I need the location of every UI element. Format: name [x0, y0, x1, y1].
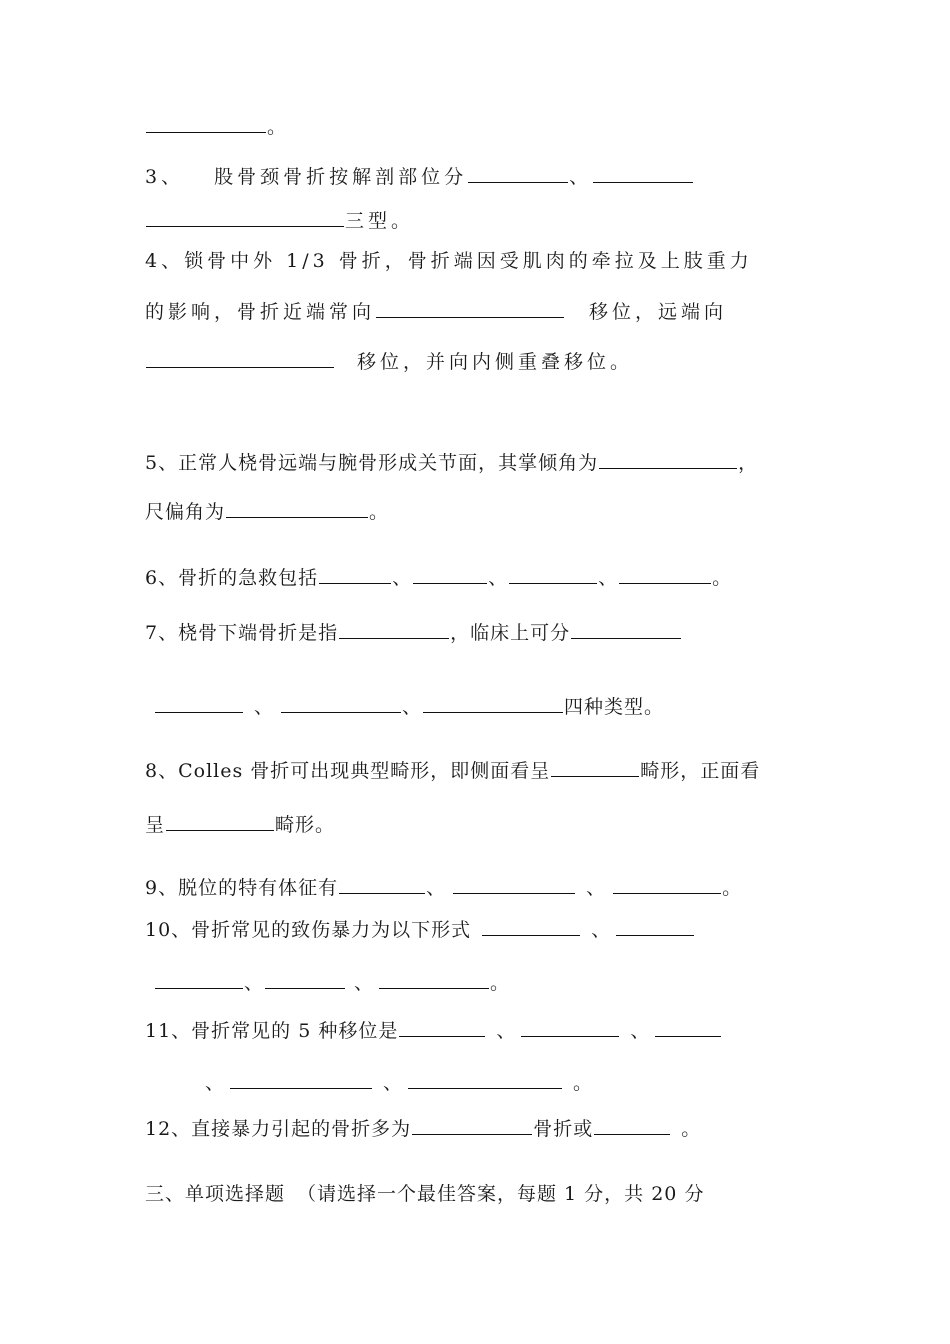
question-4-line-1: 4、锁骨中外 1/3 骨折，骨折端因受肌肉的牵拉及上肢重力 [145, 250, 753, 272]
answer-blank[interactable] [319, 563, 391, 584]
question-4-line-3: 移位，并向内侧重叠移位。 [145, 347, 633, 375]
answer-blank[interactable] [376, 297, 564, 318]
answer-blank[interactable] [509, 563, 597, 584]
question-8-line-2: 呈 畸形。 [145, 810, 335, 838]
question-11-line-1: 11、骨折常见的 5 种移位是 、 、 [145, 1016, 722, 1044]
answer-blank[interactable] [281, 692, 401, 713]
answer-blank[interactable] [399, 1016, 485, 1037]
answer-blank[interactable] [146, 206, 344, 227]
question-8-line-1: 8、Colles 骨折可出现典型畸形，即侧面看呈 畸形，正面看 [145, 756, 760, 784]
answer-blank[interactable] [166, 810, 274, 831]
answer-blank[interactable] [413, 563, 487, 584]
question-10-line-1: 10、骨折常见的致伤暴力为以下形式 、 [145, 915, 695, 943]
answer-blank[interactable] [155, 968, 243, 989]
question-5-line-1: 5、正常人桡骨远端与腕骨形成关节面，其掌倾角为 ， [145, 448, 758, 476]
answer-blank[interactable] [265, 968, 345, 989]
question-9: 9、脱位的特有体征有 、 、 。 [145, 873, 742, 901]
answer-blank[interactable] [468, 162, 568, 183]
q2-tail: 。 [145, 112, 287, 140]
question-3-line-2: 三型。 [145, 206, 414, 234]
question-6: 6、骨折的急救包括 、 、 、 。 [145, 563, 732, 591]
question-4-line-2: 的影响，骨折近端常向 移位，远端向 [145, 297, 727, 325]
answer-blank[interactable] [594, 1114, 670, 1135]
section-note: （请选择一个最佳答案，每题 1 分，共 20 分 [297, 1183, 705, 1205]
answer-blank[interactable] [619, 563, 711, 584]
question-11-line-2: 、 、 。 [205, 1068, 593, 1096]
section-3-heading [145, 1181, 704, 1207]
answer-blank[interactable] [226, 497, 368, 518]
answer-blank[interactable] [155, 692, 243, 713]
answer-blank[interactable] [521, 1016, 619, 1037]
answer-blank[interactable] [655, 1016, 721, 1037]
section-title: 三、单项选择题 [145, 1183, 286, 1205]
answer-blank[interactable] [339, 618, 449, 639]
answer-blank[interactable] [412, 1114, 532, 1135]
answer-blank[interactable] [453, 873, 575, 894]
answer-blank[interactable] [339, 873, 425, 894]
question-7-line-2: 、 、 四种类型。 [154, 692, 664, 720]
answer-blank[interactable] [616, 915, 694, 936]
answer-blank[interactable] [146, 347, 334, 368]
answer-blank[interactable] [571, 618, 681, 639]
answer-blank[interactable] [599, 448, 737, 469]
answer-blank[interactable] [593, 162, 693, 183]
answer-blank[interactable] [230, 1068, 372, 1089]
answer-blank[interactable] [379, 968, 489, 989]
answer-blank[interactable] [146, 112, 266, 133]
answer-blank[interactable] [482, 915, 580, 936]
answer-blank[interactable] [423, 692, 563, 713]
question-3-line-1: 3、 股骨颈骨折按解剖部位分 、 [145, 162, 694, 190]
answer-blank[interactable] [408, 1068, 562, 1089]
question-5-line-2: 尺偏角为 。 [145, 497, 389, 525]
question-12: 12、直接暴力引起的骨折多为 骨折或 。 [145, 1114, 701, 1142]
answer-blank[interactable] [613, 873, 721, 894]
question-7-line-1: 7、桡骨下端骨折是指 ，临床上可分 [145, 618, 682, 646]
question-10-line-2: 、 、 。 [154, 968, 510, 996]
answer-blank[interactable] [551, 756, 639, 777]
